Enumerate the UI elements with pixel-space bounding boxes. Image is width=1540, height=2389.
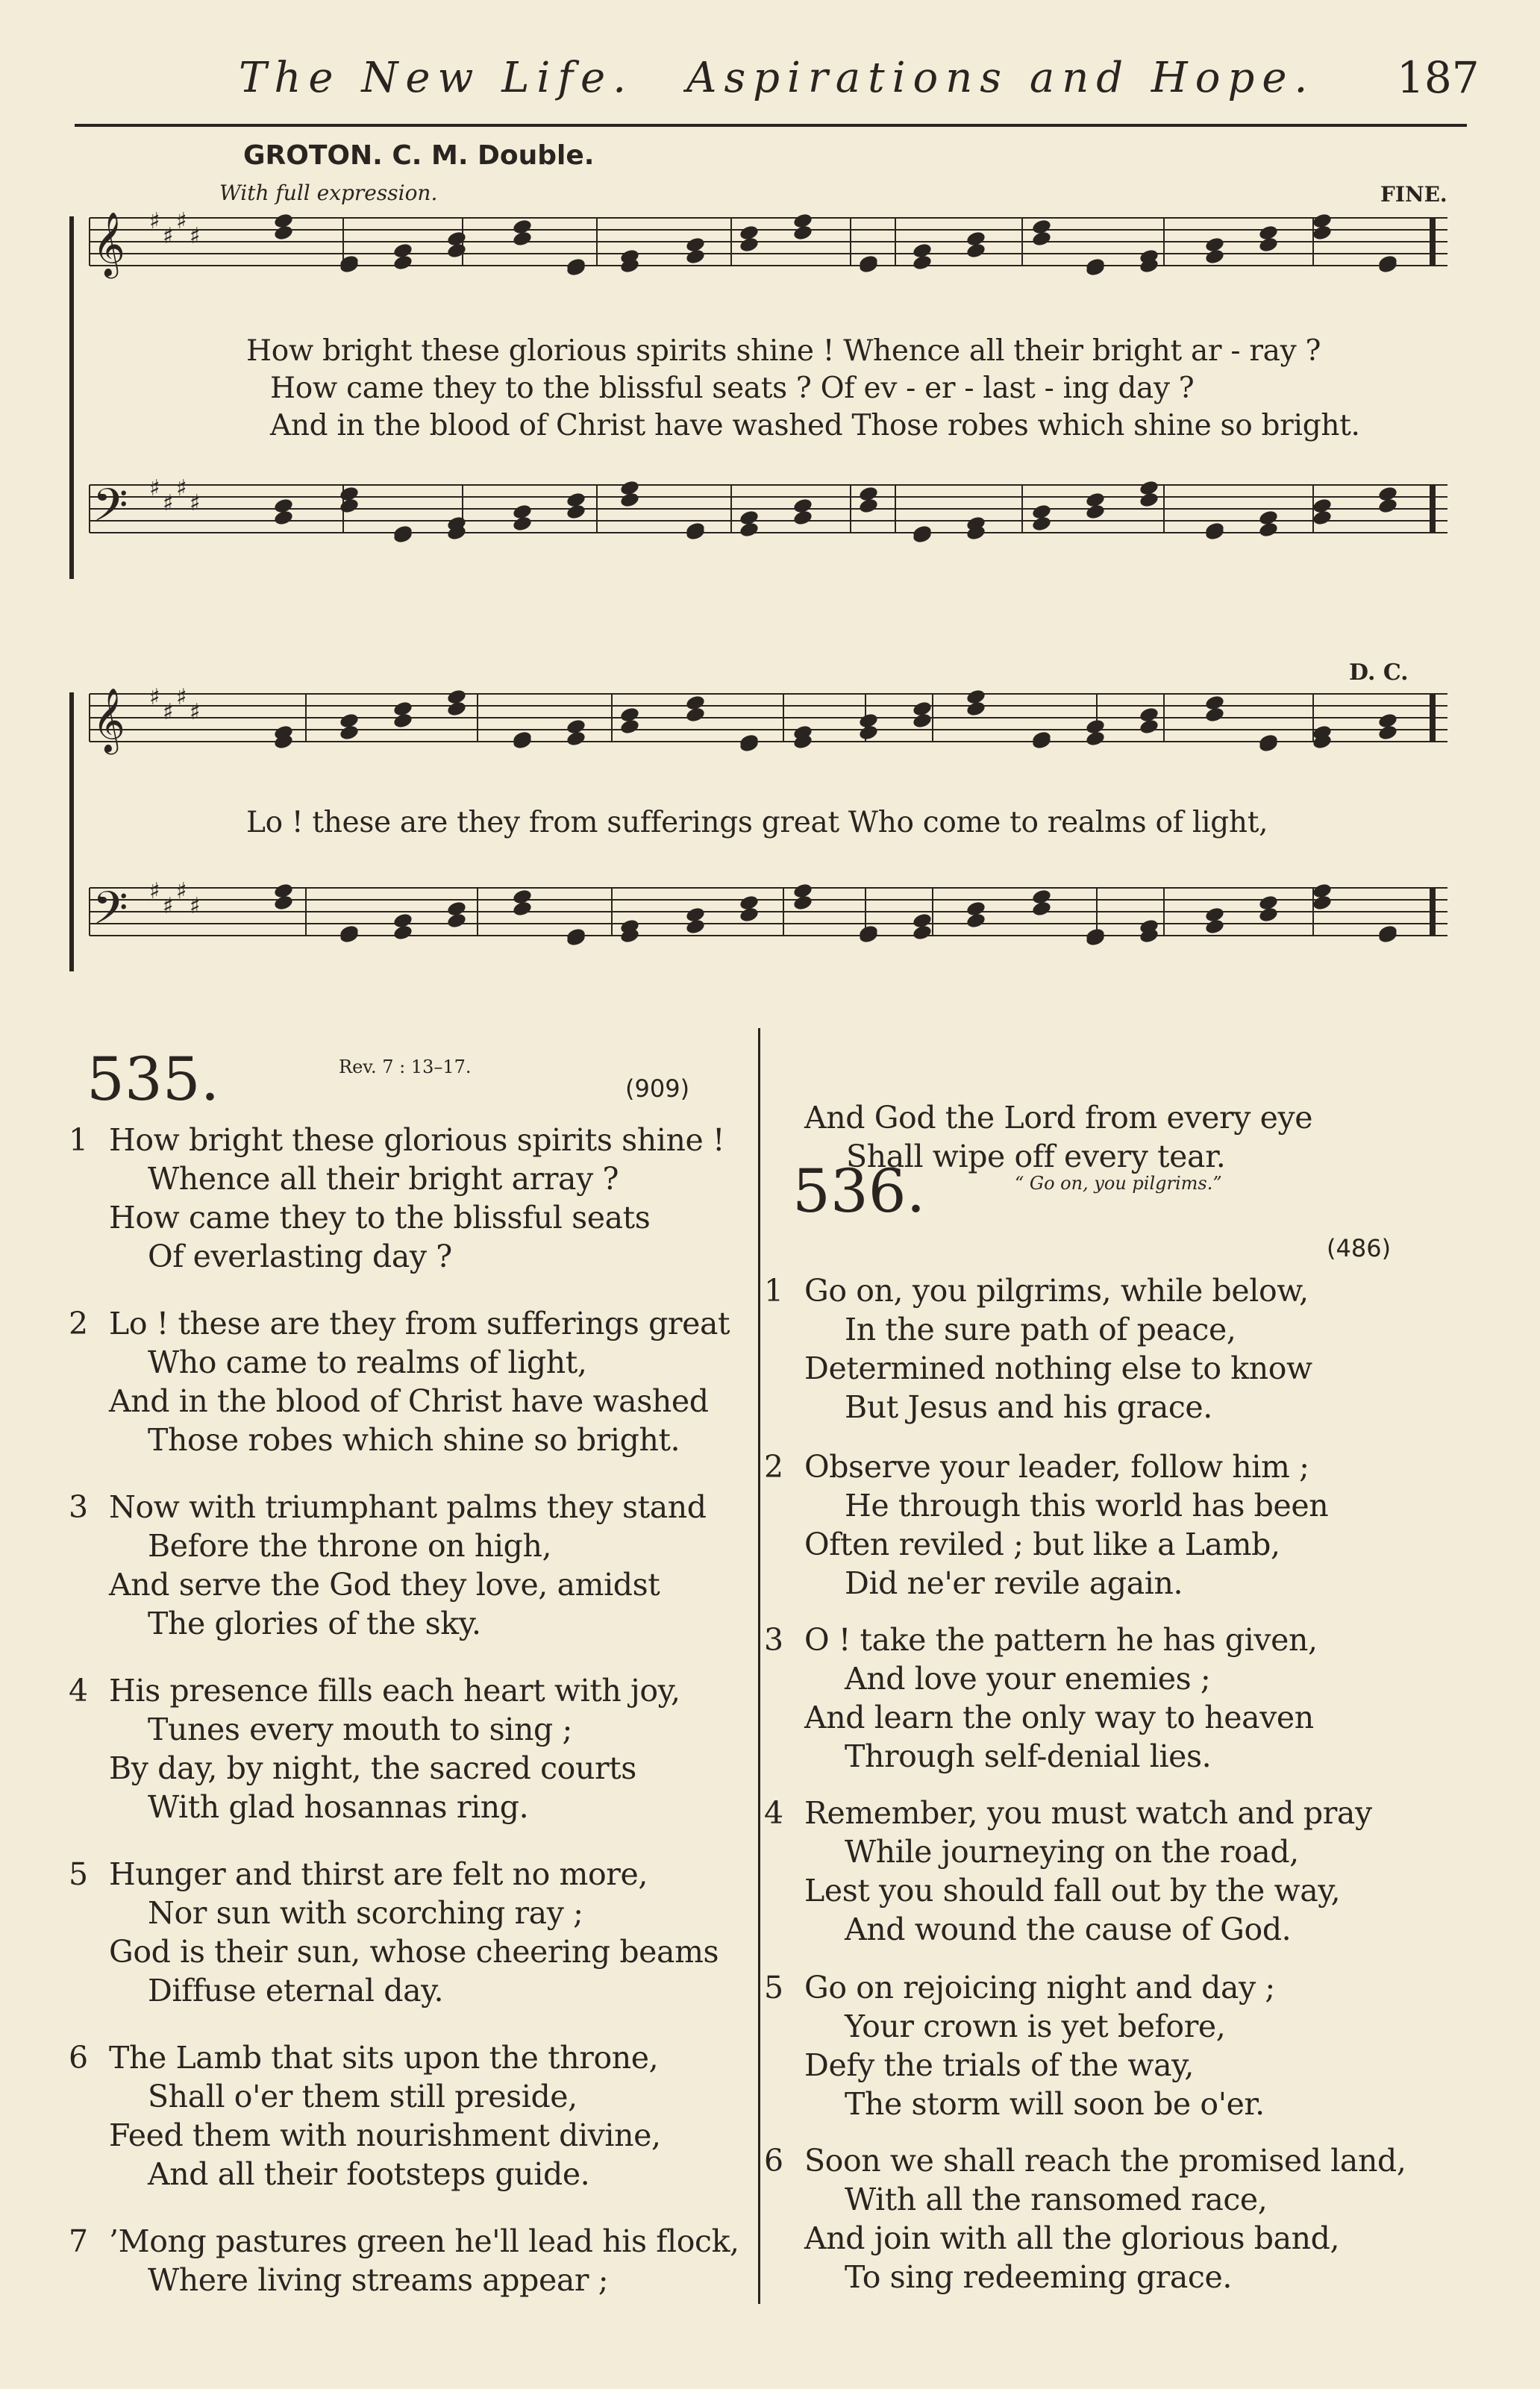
note-head xyxy=(965,700,986,717)
note-head xyxy=(339,497,360,514)
stanza-number: 6 xyxy=(764,2143,784,2179)
stanza-line: And in the blood of Christ have washed xyxy=(109,1383,709,1419)
column-divider xyxy=(758,1028,760,2304)
running-head-right: Aspirations and Hope. xyxy=(686,54,1315,102)
sharp: ♯ xyxy=(176,684,187,710)
stanza-line: Feed them with nourishment divine, xyxy=(109,2117,661,2153)
sharp: ♯ xyxy=(149,878,160,904)
note-head xyxy=(1204,918,1225,935)
note-head xyxy=(1258,521,1279,538)
clef: 𝄢 xyxy=(93,479,128,543)
sharp: ♯ xyxy=(190,490,201,516)
stanza-number: 3 xyxy=(69,1489,89,1525)
note-head xyxy=(392,254,413,271)
note-head xyxy=(273,224,294,241)
stanza-line: And love your enemies ; xyxy=(845,1661,1211,1697)
stanza-line: But Jesus and his grace. xyxy=(845,1389,1212,1425)
note-head xyxy=(273,894,294,911)
stanza-line: In the sure path of peace, xyxy=(845,1312,1236,1347)
note-head xyxy=(446,242,467,259)
note-head xyxy=(392,712,413,729)
note-head xyxy=(858,497,879,514)
note-head xyxy=(912,924,933,941)
page-number: 187 xyxy=(1397,52,1480,103)
note-head xyxy=(273,509,294,526)
hymn-535-number: 535. xyxy=(87,1045,220,1114)
sharp: ♯ xyxy=(176,208,187,234)
note-head xyxy=(512,515,533,532)
hymn-535-reference: Rev. 7 : 13–17. xyxy=(339,1056,472,1077)
note-head xyxy=(1139,491,1159,508)
note-head xyxy=(619,491,640,508)
note-head xyxy=(1258,906,1279,923)
note-head xyxy=(792,224,813,241)
hymn-536-reference: “ Go on, you pilgrims.” xyxy=(1015,1173,1222,1194)
clef: 𝄞 xyxy=(93,212,125,276)
note-head xyxy=(446,912,467,929)
stanza-line: Lo ! these are they from sufferings great xyxy=(109,1306,730,1341)
sharp: ♯ xyxy=(149,208,160,234)
tempo-marking: With full expression. xyxy=(219,181,438,205)
stanza-line: The storm will soon be o'er. xyxy=(845,2086,1265,2122)
dc-marking: D. C. xyxy=(1349,660,1409,686)
lyric-line-2: How came they to the blissful seats ? Of ev - er - last - ing day ? xyxy=(270,372,1195,405)
stanza-line: By day, by night, the sacred courts xyxy=(109,1750,636,1786)
note-head xyxy=(512,230,533,247)
stanza-number: 2 xyxy=(69,1306,89,1341)
note-head xyxy=(1031,515,1052,532)
note-head xyxy=(1031,900,1052,917)
stanza-line: And serve the God they love, amidst xyxy=(109,1567,660,1603)
sharp: ♯ xyxy=(149,475,160,501)
stanza-line: Shall o'er them still preside, xyxy=(148,2079,578,2114)
note-head xyxy=(1139,718,1159,735)
note-head xyxy=(1312,894,1333,911)
note-head xyxy=(339,724,360,741)
note-head xyxy=(792,509,813,526)
note-head xyxy=(1312,509,1333,526)
note-head xyxy=(566,730,586,747)
sharp: ♯ xyxy=(163,893,174,919)
stanza-number: 5 xyxy=(69,1856,89,1892)
note-head xyxy=(965,242,986,259)
sharp: ♯ xyxy=(176,878,187,904)
stanza-number: 7 xyxy=(69,2223,89,2259)
note-head xyxy=(912,254,933,271)
note-head xyxy=(1258,236,1279,253)
stanza-number: 6 xyxy=(69,2040,89,2076)
stanza-line: Lest you should fall out by the way, xyxy=(804,1873,1341,1909)
note-head xyxy=(1085,730,1106,747)
lyric-line-1: How bright these glorious spirits shine ! Whence all their bright ar - ray ? xyxy=(246,334,1321,368)
hymn-535-continuation-line: And God the Lord from every eye xyxy=(804,1100,1313,1136)
stanza-line: Defy the trials of the way, xyxy=(804,2047,1195,2083)
stanza-number: 5 xyxy=(764,1970,784,2006)
stanza-line: Soon we shall reach the promised land, xyxy=(804,2143,1406,2179)
stanza-line: Before the throne on high, xyxy=(148,1528,552,1564)
stanza-line: God is their sun, whose cheering beams xyxy=(109,1934,719,1970)
stanza-number: 3 xyxy=(764,1622,784,1658)
stanza-number: 1 xyxy=(764,1273,784,1309)
sharp: ♯ xyxy=(149,684,160,710)
note-head xyxy=(566,503,586,520)
running-head-left: The New Life. xyxy=(239,54,633,102)
note-head xyxy=(1377,724,1398,741)
note-head xyxy=(512,900,533,917)
stanza-number: 4 xyxy=(69,1673,89,1709)
stanza-line: Whence all their bright array ? xyxy=(148,1161,619,1197)
stanza-line: Observe your leader, follow him ; xyxy=(804,1449,1309,1485)
note-head xyxy=(685,706,706,723)
note-head xyxy=(446,700,467,717)
lyric-line-4: Lo ! these are they from sufferings great Who come to realms of light, xyxy=(246,806,1268,839)
sharp: ♯ xyxy=(190,699,201,725)
hymn-535-alt-number: (909) xyxy=(625,1074,690,1103)
note-head xyxy=(965,912,986,929)
sharp: ♯ xyxy=(190,223,201,249)
stanza-line: Tunes every mouth to sing ; xyxy=(148,1712,572,1747)
stanza-line: His presence fills each heart with joy, xyxy=(109,1673,680,1709)
note-head xyxy=(912,712,933,729)
sharp: ♯ xyxy=(163,223,174,249)
stanza-line: ’Mong pastures green he'll lead his flock, xyxy=(109,2223,739,2259)
note-head xyxy=(392,924,413,941)
stanza-line: Remember, you must watch and pray xyxy=(804,1795,1372,1831)
stanza-line: How came they to the blissful seats xyxy=(109,1200,651,1236)
stanza-number: 1 xyxy=(69,1122,89,1158)
note-head xyxy=(1031,230,1052,247)
stanza-line: Who came to realms of light, xyxy=(148,1344,587,1380)
note-head xyxy=(1204,706,1225,723)
note-head xyxy=(739,521,760,538)
stanza-line: Go on, you pilgrims, while below, xyxy=(804,1273,1309,1309)
stanza-line: Where living streams appear ; xyxy=(148,2262,609,2298)
stanza-line: While journeying on the road, xyxy=(845,1834,1299,1870)
sharp: ♯ xyxy=(190,893,201,919)
note-head xyxy=(1312,224,1333,241)
stanza-line: With all the ransomed race, xyxy=(845,2182,1268,2217)
stanza-number: 4 xyxy=(764,1795,784,1831)
clef: 𝄢 xyxy=(93,882,128,946)
sharp: ♯ xyxy=(163,490,174,516)
stanza-line: And join with all the glorious band, xyxy=(804,2220,1340,2256)
stanza-line: Determined nothing else to know xyxy=(804,1350,1312,1386)
stanza-line: And all their footsteps guide. xyxy=(148,2156,590,2192)
note-head xyxy=(739,906,760,923)
sharp: ♯ xyxy=(163,699,174,725)
note-head xyxy=(685,918,706,935)
note-head xyxy=(858,724,879,741)
stanza-line: With glad hosannas ring. xyxy=(148,1789,529,1825)
hymn-536-number: 536. xyxy=(792,1156,926,1226)
note-head xyxy=(792,894,813,911)
stanza-line: How bright these glorious spirits shine ! xyxy=(109,1122,725,1158)
note-head xyxy=(739,236,760,253)
stanza-line: And learn the only way to heaven xyxy=(804,1700,1314,1735)
tune-title: GROTON. C. M. Double. xyxy=(243,140,595,171)
stanza-line: Hunger and thirst are felt no more, xyxy=(109,1856,648,1892)
stanza-line: Through self-denial lies. xyxy=(845,1738,1212,1774)
note-head xyxy=(1085,503,1106,520)
note-head xyxy=(619,718,640,735)
note-head xyxy=(1204,248,1225,265)
stanza-line: Those robes which shine so bright. xyxy=(148,1422,680,1458)
stanza-line: Go on rejoicing night and day ; xyxy=(804,1970,1275,2006)
stanza-line: And wound the cause of God. xyxy=(845,1911,1292,1947)
stanza-line: O ! take the pattern he has given, xyxy=(804,1622,1318,1658)
hymn-536-alt-number: (486) xyxy=(1327,1234,1392,1262)
note-head xyxy=(685,248,706,265)
stanza-line: Did ne'er revile again. xyxy=(845,1565,1183,1601)
stanza-line: Nor sun with scorching ray ; xyxy=(148,1895,583,1931)
fine-marking: FINE. xyxy=(1380,182,1447,207)
stanza-line: Your crown is yet before, xyxy=(845,2008,1226,2044)
hymn-535-continuation-line: Shall wipe off every tear. xyxy=(846,1139,1226,1174)
stanza-line: To sing redeeming grace. xyxy=(845,2259,1232,2295)
clef: 𝄞 xyxy=(93,688,125,752)
stanza-line: Now with triumphant palms they stand xyxy=(109,1489,707,1525)
stanza-line: Of everlasting day ? xyxy=(148,1239,452,1274)
sharp: ♯ xyxy=(176,475,187,501)
lyric-line-3: And in the blood of Christ have washed Those robes which shine so bright. xyxy=(270,409,1360,442)
stanza-line: Often reviled ; but like a Lamb, xyxy=(804,1527,1280,1562)
stanza-line: Diffuse eternal day. xyxy=(148,1973,444,2008)
stanza-line: The glories of the sky. xyxy=(148,1606,481,1641)
note-head xyxy=(1377,497,1398,514)
stanza-line: He through this world has been xyxy=(845,1488,1329,1524)
stanza-line: The Lamb that sits upon the throne, xyxy=(109,2040,659,2076)
stanza-number: 2 xyxy=(764,1449,784,1485)
